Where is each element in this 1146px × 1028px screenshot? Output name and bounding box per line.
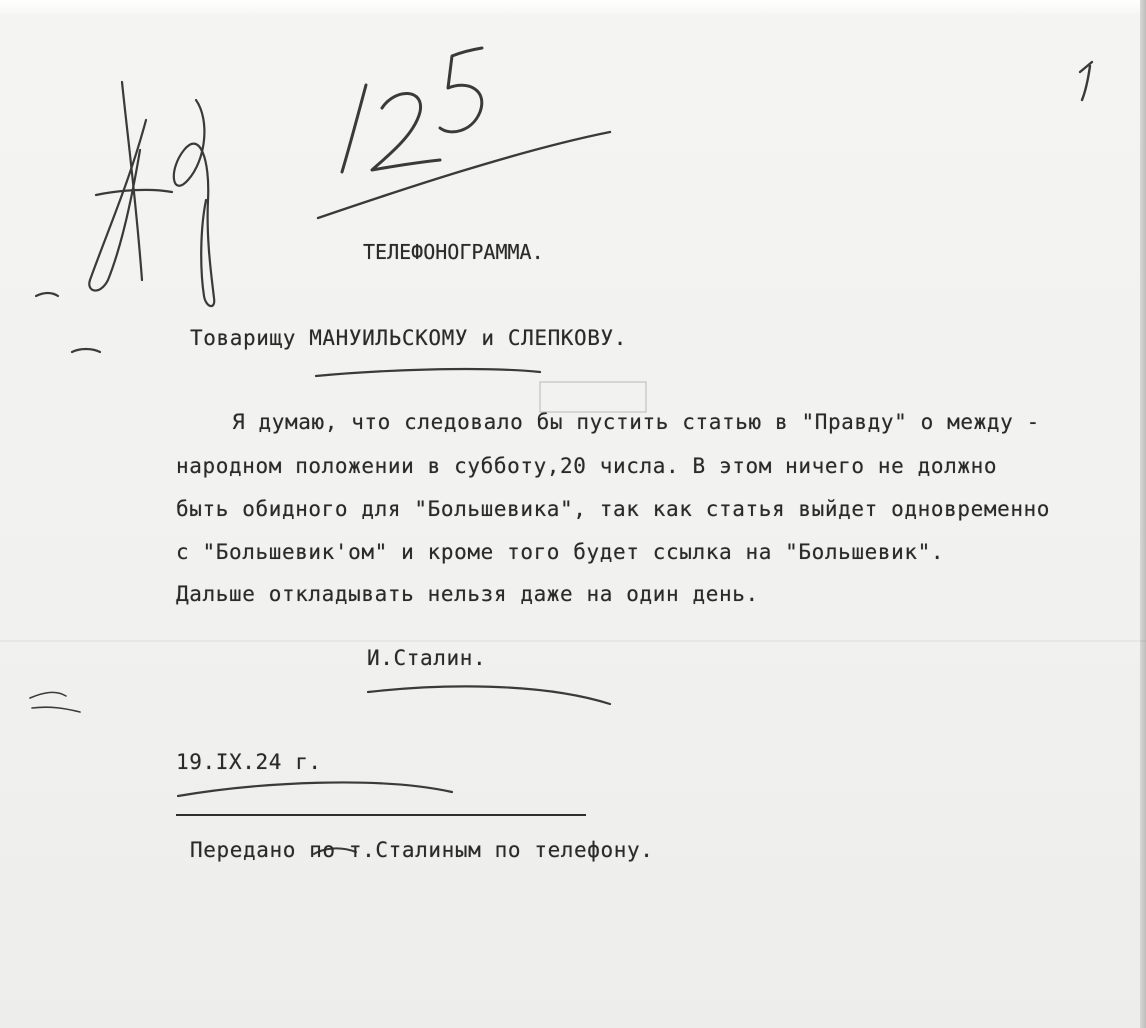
document-title: ТЕЛЕФОНОГРАММА. [363,240,544,264]
sheet-number-mark [1080,62,1092,100]
date-underline [178,782,452,796]
folio-number [342,48,482,172]
margin-scribble [30,692,80,712]
body-line-5: Дальше откладывать нельзя даже на один день. [176,582,759,606]
archive-stamp-ghost [540,382,646,412]
initials-mark [36,82,214,352]
transmitted-note: Передано по т.Сталиным по телефону. [190,838,654,862]
folio-underline [318,132,610,218]
body-line-1: Я думаю, что следовало бы пустить статью в "Правду" о между - [232,410,1040,434]
body-line-2: народном положении в субботу,20 числа. В этом ничего не должно [176,454,998,478]
sheet-right-edge [1140,0,1146,1028]
paper-fold [0,640,1146,642]
body-line-3: быть обидного для "Большевика", так как статья выйдет одновременно [176,497,1051,521]
signature-underline [368,686,610,704]
sheet-top-edge [0,0,1146,14]
separator-rule [176,814,586,816]
addressee-line: Товарищу МАНУИЛЬСКОМУ и СЛЕПКОВУ. [190,326,628,350]
body-line-4: с "Большевик'ом" и кроме того будет ссылка на "Большевик". [176,540,945,564]
date-line: 19.IX.24 г. [176,750,322,774]
signature-line: И.Сталин. [367,646,487,670]
addressee-underline [316,369,540,376]
